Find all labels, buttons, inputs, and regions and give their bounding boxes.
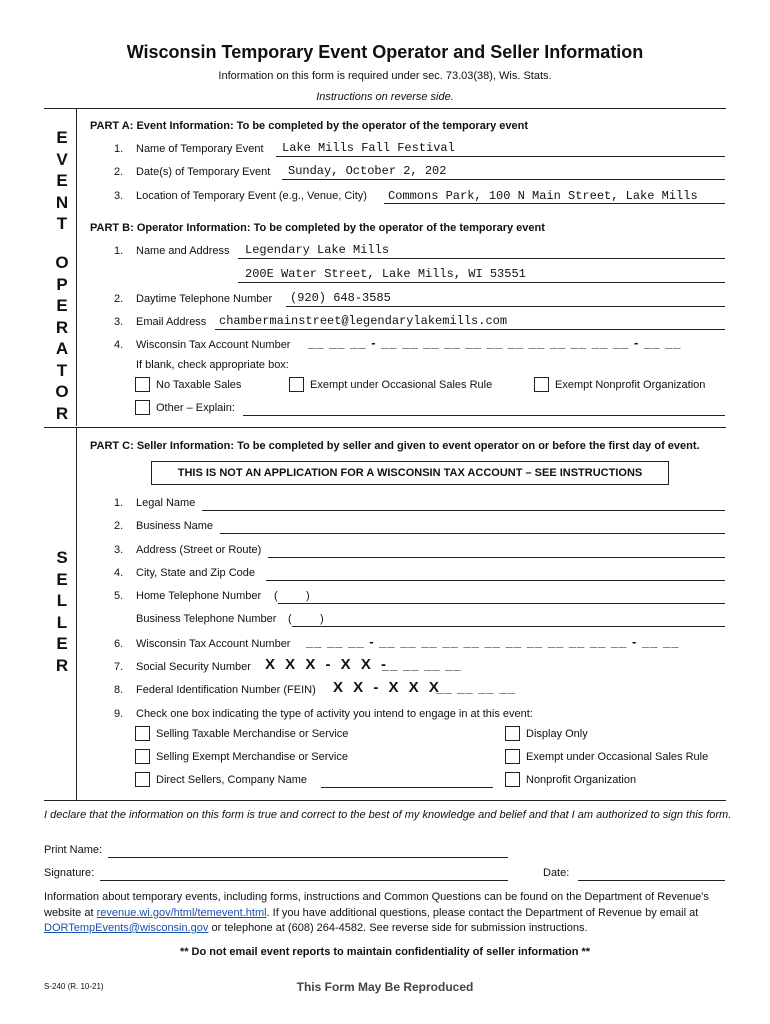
top-rule [44, 108, 726, 109]
company-name-field[interactable] [321, 773, 493, 788]
side-label-seller: S E L L E R [55, 548, 69, 675]
legal-name-label: Legal Name [136, 497, 196, 509]
part-a-heading: PART A: Event Information: To be completed by the operator of the temporary event [90, 120, 529, 132]
occasional-sales-seller-label: Exempt under Occasional Sales Rule [526, 751, 709, 763]
event-location-value: Commons Park, 100 N Main Street, Lake Mills [388, 189, 698, 203]
not-application-notice: THIS IS NOT AN APPLICATION FOR A WISCONSIN TAX ACCOUNT – SEE INSTRUCTIONS [151, 461, 669, 485]
print-name-label: Print Name: [44, 844, 103, 856]
no-taxable-sales-checkbox[interactable] [135, 377, 150, 392]
daytime-phone-value: (920) 648-3585 [290, 291, 391, 305]
activity-label: Check one box indicating the type of activity you intend to engage in at this event: [136, 708, 533, 720]
other-explain-field[interactable] [243, 401, 725, 416]
info-text: or telephone at (608) 264-4582. See reverse side for submission instructions. [208, 922, 588, 934]
seller-tax-label: Wisconsin Tax Account Number [136, 638, 291, 650]
signature-field[interactable] [100, 866, 508, 881]
business-phone-field[interactable] [292, 612, 725, 627]
print-name-field[interactable] [108, 843, 508, 858]
item-number: 8. [114, 684, 124, 696]
fein-field[interactable]: __ __ __ __ [436, 680, 516, 695]
address-label: Address (Street or Route) [136, 544, 262, 556]
business-phone-paren-close: ) [320, 613, 324, 625]
email-link[interactable]: DORTempEvents@wisconsin.gov [44, 922, 209, 934]
display-only-label: Display Only [526, 728, 588, 740]
part-b-heading: PART B: Operator Information: To be completed by the operator of the temporary event [90, 222, 545, 234]
reproduce-note: This Form May Be Reproduced [296, 980, 474, 994]
item-number: 7. [114, 661, 124, 673]
nonprofit-seller-checkbox[interactable] [505, 772, 520, 787]
event-date-value: Sunday, October 2, 202 [288, 164, 447, 178]
item-number: 9. [114, 708, 124, 720]
event-date-label: Date(s) of Temporary Event [136, 166, 271, 178]
home-phone-paren-close: ) [306, 590, 310, 602]
operator-name-value: Legendary Lake Mills [245, 243, 390, 257]
fein-label: Federal Identification Number (FEIN) [136, 684, 316, 696]
daytime-phone-label: Daytime Telephone Number [136, 293, 273, 305]
direct-sellers-label: Direct Sellers, Company Name [156, 774, 307, 786]
address-field[interactable] [268, 543, 725, 558]
item-number: 3. [114, 316, 124, 328]
event-name-value: Lake Mills Fall Festival [282, 141, 455, 155]
item-number: 6. [114, 638, 124, 650]
event-location-label: Location of Temporary Event (e.g., Venue, City) [136, 190, 367, 202]
item-number: 2. [114, 293, 124, 305]
fein-mask: X X - X X X [333, 679, 442, 696]
city-state-zip-field[interactable] [266, 566, 725, 581]
form-subtitle: Information on this form is required under sec. 73.03(38), Wis. Stats. [218, 70, 552, 82]
seller-tax-field[interactable]: __ __ __ - __ __ __ __ __ __ __ __ __ __ __ __ - __ __ [306, 634, 680, 649]
operator-name-label: Name and Address [136, 245, 230, 257]
ssn-label: Social Security Number [136, 661, 251, 673]
direct-sellers-checkbox[interactable] [135, 772, 150, 787]
ssn-field[interactable]: __ __ __ __ [382, 657, 462, 672]
business-phone-paren-open: ( [288, 613, 292, 625]
display-only-checkbox[interactable] [505, 726, 520, 741]
form-number: S-240 (R. 10-21) [44, 982, 104, 991]
business-phone-label: Business Telephone Number [136, 613, 277, 625]
nonprofit-seller-label: Nonprofit Organization [526, 774, 637, 786]
taxable-merch-checkbox[interactable] [135, 726, 150, 741]
city-state-zip-label: City, State and Zip Code [136, 567, 256, 579]
date-label: Date: [543, 867, 570, 879]
occasional-sales-checkbox[interactable] [289, 377, 304, 392]
operator-tax-label: Wisconsin Tax Account Number [136, 339, 291, 351]
bottom-rule [44, 800, 726, 801]
home-phone-field[interactable] [278, 589, 725, 604]
info-text: . If you have additional questions, please contact the Department of Revenue by email at [266, 906, 699, 919]
email-value: chambermainstreet@legendarylakemills.com [219, 314, 508, 328]
taxable-merch-label: Selling Taxable Merchandise or Service [156, 728, 349, 740]
occasional-sales-seller-checkbox[interactable] [505, 749, 520, 764]
declaration-text: I declare that the information on this form is true and correct to the best of my knowledge and belief and that I am authorized to sign this form. [44, 809, 732, 821]
exempt-merch-label: Selling Exempt Merchandise or Service [156, 751, 348, 763]
email-label: Email Address [136, 316, 207, 328]
occasional-sales-label: Exempt under Occasional Sales Rule [310, 379, 493, 391]
exempt-merch-checkbox[interactable] [135, 749, 150, 764]
temp-event-link[interactable]: revenue.wi.gov/html/temevent.html [96, 906, 267, 919]
side-label-event: E V E N T [55, 128, 69, 233]
item-number: 1. [114, 497, 124, 509]
other-label: Other – Explain: [156, 402, 235, 414]
ssn-mask: X X X - X X - [265, 656, 390, 673]
signature-label: Signature: [44, 867, 95, 879]
confidentiality-note: ** Do not email event reports to maintain confidentiality of seller information ** [179, 946, 591, 958]
item-number: 3. [114, 190, 124, 202]
nonprofit-checkbox[interactable] [534, 377, 549, 392]
date-field[interactable] [578, 866, 725, 881]
nonprofit-label: Exempt Nonprofit Organization [555, 379, 706, 391]
item-number: 4. [114, 567, 124, 579]
blank-note: If blank, check appropriate box: [136, 359, 289, 371]
legal-name-field[interactable] [202, 496, 725, 511]
home-phone-paren-open: ( [274, 590, 278, 602]
section-divider [44, 427, 726, 428]
side-label-operator: O P E R A T O R [55, 253, 69, 423]
business-name-field[interactable] [220, 519, 725, 534]
other-checkbox[interactable] [135, 400, 150, 415]
home-phone-label: Home Telephone Number [136, 590, 262, 602]
item-number: 1. [114, 143, 124, 155]
item-number: 5. [114, 590, 124, 602]
left-bar-seller [76, 428, 77, 800]
item-number: 2. [114, 520, 124, 532]
info-paragraph [44, 890, 734, 937]
business-name-label: Business Name [136, 520, 214, 532]
no-taxable-sales-label: No Taxable Sales [156, 379, 242, 391]
operator-address-value: 200E Water Street, Lake Mills, WI 53551 [245, 267, 526, 281]
item-number: 2. [114, 166, 124, 178]
event-name-label: Name of Temporary Event [136, 143, 264, 155]
item-number: 3. [114, 544, 124, 556]
left-bar-operator [76, 108, 77, 426]
instructions-note: Instructions on reverse side. [316, 91, 454, 103]
operator-tax-field[interactable]: __ __ __ - __ __ __ __ __ __ __ __ __ __ __ __ - __ __ [308, 335, 682, 350]
form-title: Wisconsin Temporary Event Operator and Seller Information [126, 42, 644, 62]
info-text: Information about temporary events, including forms, instructions and Common Questions can be found on the Department of Revenue's website at [44, 891, 709, 919]
item-number: 1. [114, 245, 124, 257]
part-c-heading: PART C: Seller Information: To be completed by seller and given to event operator on or before the first day of event. [90, 440, 700, 452]
item-number: 4. [114, 339, 124, 351]
